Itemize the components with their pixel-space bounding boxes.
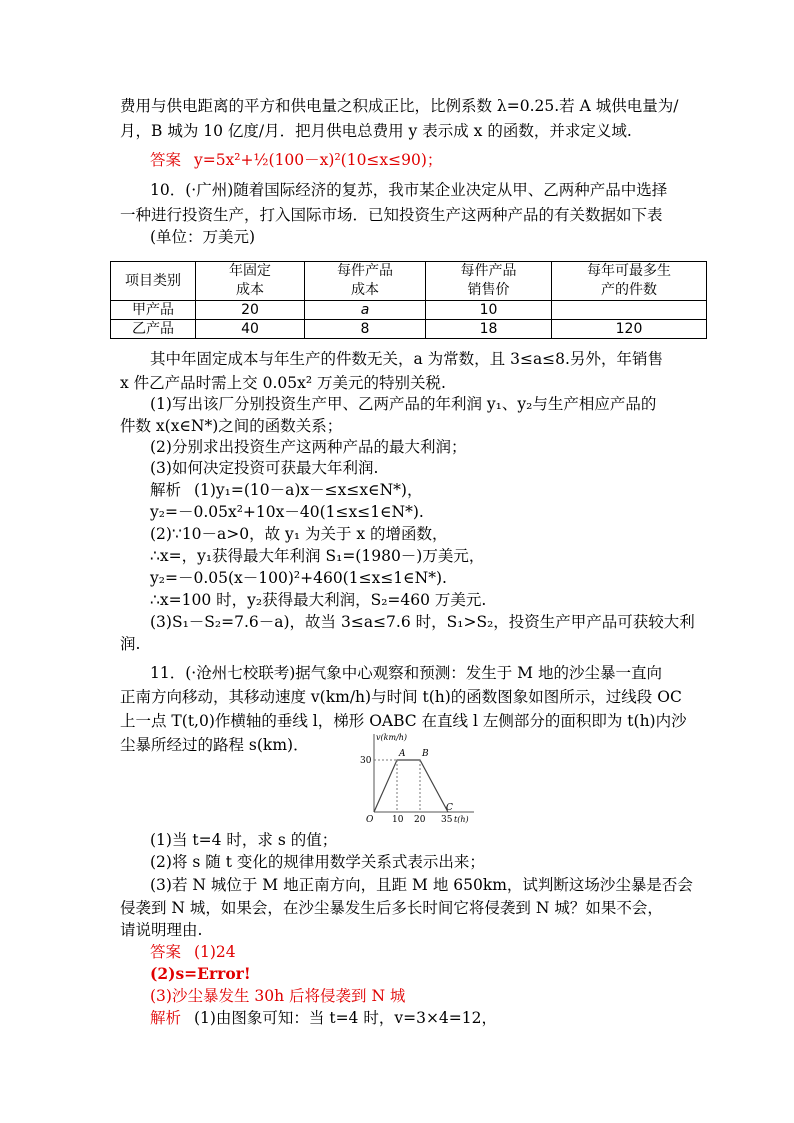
text-line: x 件乙产品时需上交 0.05x² 万美元的特别关税. [120, 374, 446, 392]
text-line: 件数 x(x∈N*)之间的函数关系； [120, 417, 343, 435]
question-11-line: 正南方向移动，其移动速度 v(km/h)与时间 t(h)的函数图象如图所示，过线段 OC [120, 688, 682, 706]
question-11-sub: (1)当 t=4 时，求 s 的值； [150, 831, 338, 849]
x-tick-label: 20 [414, 815, 426, 825]
answer-line: 答案 (1)24 [150, 943, 236, 961]
table-row [111, 320, 707, 339]
question-11-sub: 请说明理由. [120, 921, 203, 939]
answer-text: y=5x²+½(100－x)²(10≤x≤90)； [193, 151, 443, 169]
answer-line: (2)s=Error! [150, 964, 251, 983]
solution-line: 解析 (1)由图象可知：当 t=4 时，v=3×4=12， [150, 1009, 498, 1027]
solution-line: ∴x=100 时，y₂获得最大利润，S₂=460 万美元. [150, 591, 487, 609]
point-label-c: C [446, 803, 453, 813]
solution-line: (3)S₁－S₂=7.6－a)，故当 3≤a≤7.6 时，S₁>S₂，投资生产甲产品可获较大利 [150, 613, 695, 631]
origin-label: O [366, 815, 374, 825]
answer-line [150, 150, 442, 170]
question-11-line: 尘暴所经过的路程 s(km)． [120, 736, 309, 754]
x-axis-label: t(h) [454, 815, 469, 824]
table-header-cell: 项目类别 [111, 262, 196, 301]
question-10-line: 10．(·广州)随着国际经济的复苏，我市某企业决定从甲、乙两种产品中选择 [150, 181, 668, 199]
text-line: 费用与供电距离的平方和供电量之积成正比，比例系数 λ=0.25.若 A 城供电量为/ [120, 97, 679, 115]
table-cell: 40 [196, 320, 305, 339]
table-cell [552, 301, 707, 320]
table-cell: 18 [426, 320, 552, 339]
table-header-cell: 年固定成本 [196, 262, 305, 301]
solution-line: (2)∵10－a>0，故 y₁ 为关于 x 的增函数， [150, 525, 448, 543]
text-line: (1)写出该厂分别投资生产甲、乙两产品的年利润 y₁、y₂与生产相应产品的 [150, 395, 657, 413]
answer-label: 答案 [150, 943, 182, 961]
solution-label: 解析 [150, 481, 182, 499]
solution-line: 解析 (1)y₁=(10－a)x－≤x≤x∈N*)， [150, 481, 423, 499]
table-cell: a [305, 301, 426, 320]
y-axis-label: v(km/h) [376, 733, 408, 742]
table-cell: 120 [552, 320, 707, 339]
text-line: (3)如何决定投资可获最大年利润. [150, 459, 379, 477]
question-11-sub: 侵袭到 N 城，如果会，在沙尘暴发生后多长时间它将侵袭到 N 城？如果不会， [120, 899, 663, 917]
table-header-cell: 每件产品成本 [305, 262, 426, 301]
question-11-line: 上一点 T(t,0)作横轴的垂线 l，梯形 OABC 在直线 l 左侧部分的面积即为 t(h)内沙 [120, 712, 687, 730]
text-line: 月，B 城为 10 亿度/月．把月供电总费用 y 表示成 x 的函数，并求定义域. [120, 122, 632, 140]
solution-line: 润. [120, 635, 141, 653]
table-header-cell: 每件产品销售价 [426, 262, 552, 301]
speed-time-graph [350, 730, 480, 825]
product-data-table [110, 261, 707, 339]
solution-label: 解析 [150, 1009, 182, 1027]
answer-line: (3)沙尘暴发生 30h 后将侵袭到 N 城 [150, 987, 406, 1005]
x-tick-label: 10 [392, 815, 404, 825]
question-11-line: 11．(·沧州七校联考)据气象中心观察和预测：发生于 M 地的沙尘暴一直向 [150, 664, 662, 682]
table-cell: 10 [426, 301, 552, 320]
x-tick-label: 35 [441, 815, 453, 825]
table-cell: 20 [196, 301, 305, 320]
point-label-b: B [422, 749, 429, 759]
trapezoid-oabc [374, 760, 448, 812]
solution-line: y₂=－0.05(x－100)²+460(1≤x≤1∈N*). [150, 569, 447, 587]
question-11-sub: (3)若 N 城位于 M 地正南方向，且距 M 地 650km，试判断这场沙尘暴是否会 [150, 876, 693, 894]
solution-line: y₂=－0.05x²+10x－40(1≤x≤1∈N*). [150, 503, 424, 521]
text-line: (2)分别求出投资生产这两种产品的最大利润； [150, 438, 467, 456]
question-10-line: 一种进行投资生产，打入国际市场．已知投资生产这两种产品的有关数据如下表 [120, 206, 663, 224]
table-header-row [111, 262, 707, 301]
table-cell: 甲产品 [111, 301, 196, 320]
question-10-line: (单位：万美元) [150, 228, 256, 246]
solution-line: ∴x=，y₁获得最大年利润 S₁=(1980－)万美元， [150, 547, 485, 565]
point-label-a: A [399, 749, 406, 759]
question-11-sub: (2)将 s 随 t 变化的规律用数学关系式表示出来； [150, 853, 485, 871]
text-line: 其中年固定成本与年生产的件数无关，a 为常数，且 3≤a≤8.另外，年销售 [150, 350, 663, 368]
table-header-cell: 每年可最多生产的件数 [552, 262, 707, 301]
table-cell: 乙产品 [111, 320, 196, 339]
table-row [111, 301, 707, 320]
table-cell: 8 [305, 320, 426, 339]
y-tick-label: 30 [360, 756, 372, 766]
answer-label: 答案 [150, 151, 182, 169]
